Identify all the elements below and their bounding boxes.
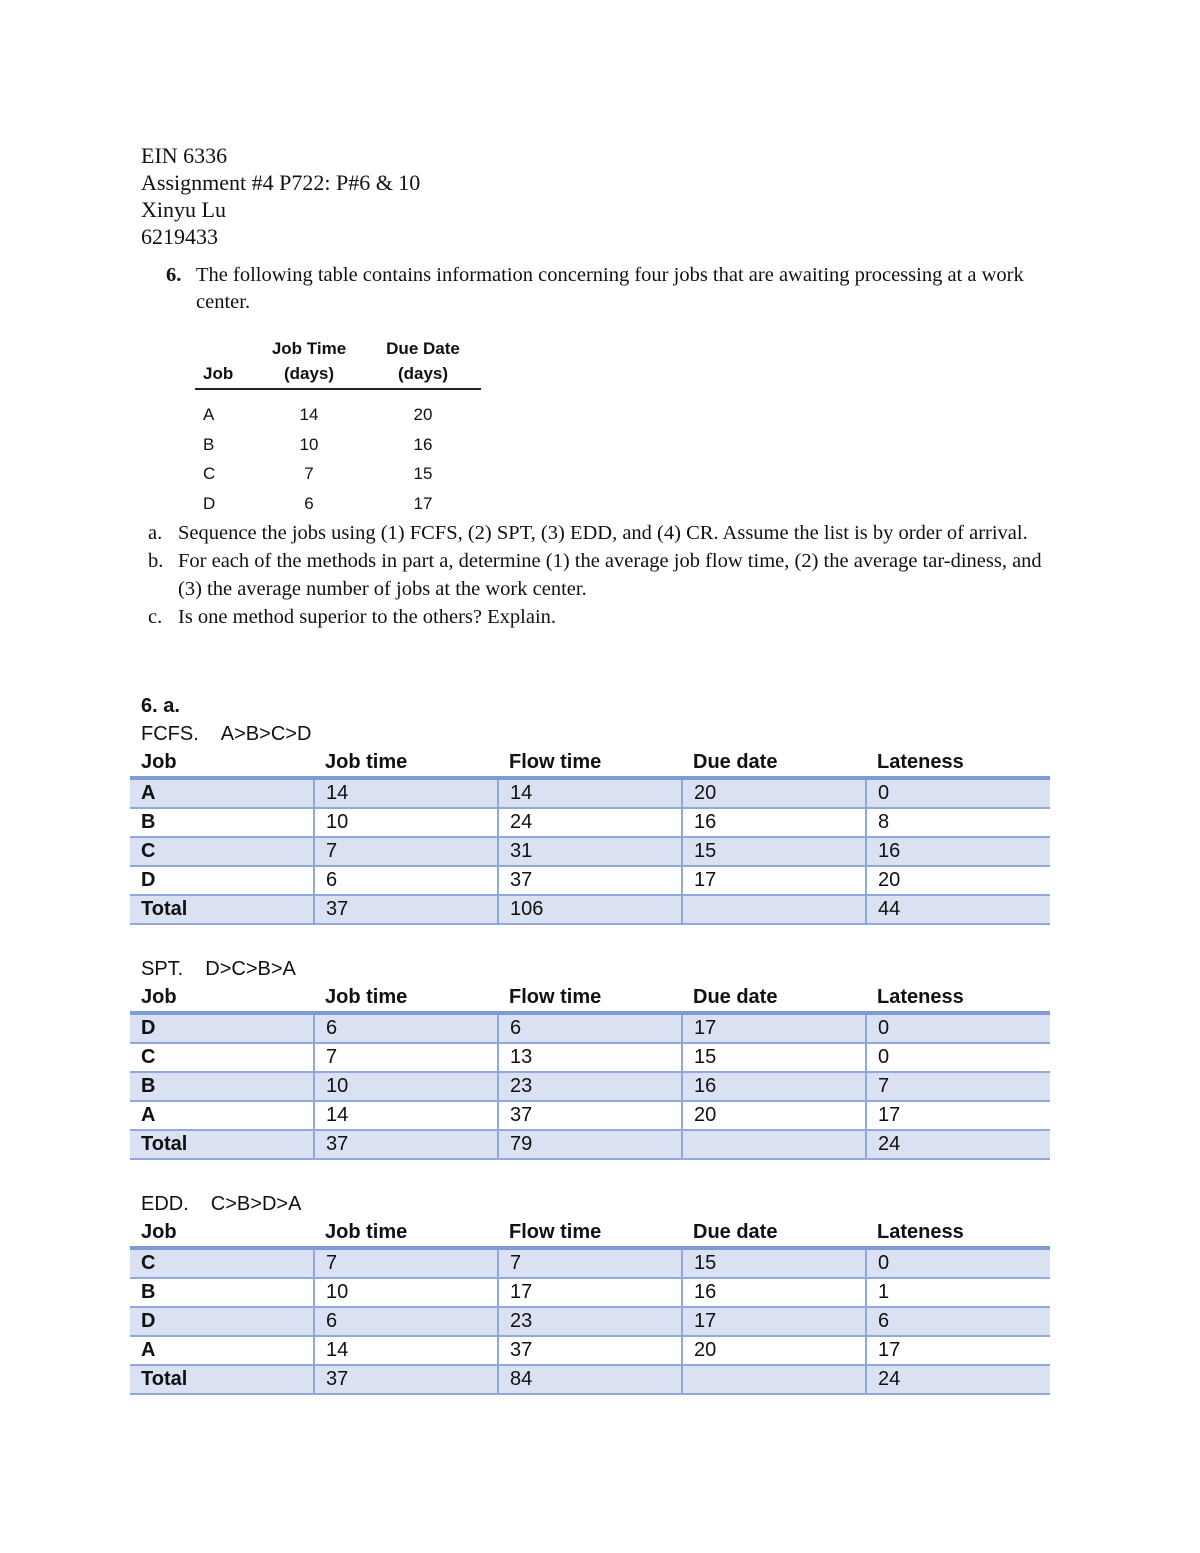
table-row: D 6 37 17 20 [130, 866, 1050, 895]
assignment-title: Assignment #4 P722: P#6 & 10 [141, 170, 421, 195]
given-row: A 14 20 [203, 405, 433, 424]
schedule-table [130, 748, 1050, 925]
given-row: D 6 17 [203, 493, 433, 513]
method-fcfs [130, 720, 1048, 925]
col-header-job-time: Job time [314, 983, 498, 1013]
given-header-due-date: Due Date (days) [365, 336, 481, 389]
table-row: D 6 6 17 0 [130, 1013, 1050, 1043]
col-header-lateness: Lateness [866, 1218, 1050, 1248]
total-row: Total 37 79 24 [130, 1130, 1050, 1159]
given-row: C 7 15 [203, 464, 433, 483]
part-b: b. For each of the methods in part a, determine (1) the average job flow time, (2) the average tar-diness, and (3) the average number of jobs at the work center. [148, 550, 1042, 600]
given-row: B 10 16 [203, 434, 433, 454]
table-row: C 7 31 15 16 [130, 837, 1050, 866]
total-row: Total 37 84 24 [130, 1365, 1050, 1394]
table-row: C 7 13 15 0 [130, 1043, 1050, 1072]
method-edd [130, 1190, 1048, 1395]
total-row: Total 37 106 44 [130, 895, 1050, 924]
problem-stem: The following table contains information concerning four jobs that are awaiting processing at a work center. [196, 264, 1024, 313]
col-header-job: Job [130, 748, 314, 778]
part-c: c. Is one method superior to the others? Explain. [148, 606, 557, 628]
given-header-job: Job [195, 336, 253, 389]
method-title: FCFS. A>B>C>D [141, 723, 312, 745]
given-jobs-table [195, 336, 481, 518]
col-header-flow-time: Flow time [498, 983, 682, 1013]
answer-heading: 6. a. [141, 695, 180, 717]
col-header-due-date: Due date [682, 1218, 866, 1248]
table-row: B 10 24 16 8 [130, 808, 1050, 837]
col-header-lateness: Lateness [866, 748, 1050, 778]
table-row: B 10 23 16 7 [130, 1072, 1050, 1101]
table-row: D 6 23 17 6 [130, 1307, 1050, 1336]
col-header-flow-time: Flow time [498, 1218, 682, 1248]
student-id: 6219433 [141, 224, 218, 249]
part-a: a. Sequence the jobs using (1) FCFS, (2) SPT, (3) EDD, and (4) CR. Assume the list is by order of arrival. [148, 522, 1028, 544]
method-title: EDD. C>B>D>A [141, 1193, 302, 1215]
course-code: EIN 6336 [141, 143, 228, 168]
col-header-flow-time: Flow time [498, 748, 682, 778]
col-header-job: Job [130, 1218, 314, 1248]
col-header-due-date: Due date [682, 983, 866, 1013]
col-header-job-time: Job time [314, 748, 498, 778]
document-header [141, 142, 420, 250]
problem-statement [166, 262, 1056, 316]
col-header-job-time: Job time [314, 1218, 498, 1248]
schedule-table [130, 1218, 1050, 1395]
schedule-table [130, 983, 1050, 1160]
table-row: A 14 14 20 0 [130, 778, 1050, 808]
table-row: B 10 17 16 1 [130, 1278, 1050, 1307]
table-row: A 14 37 20 17 [130, 1101, 1050, 1130]
method-title: SPT. D>C>B>A [141, 958, 296, 980]
col-header-due-date: Due date [682, 748, 866, 778]
col-header-lateness: Lateness [866, 983, 1050, 1013]
table-row: C 7 7 15 0 [130, 1248, 1050, 1278]
student-name: Xinyu Lu [141, 197, 226, 222]
problem-number: 6. [166, 264, 182, 286]
method-spt [130, 955, 1048, 1160]
given-header-job-time: Job Time (days) [253, 336, 365, 389]
table-row: A 14 37 20 17 [130, 1336, 1050, 1365]
col-header-job: Job [130, 983, 314, 1013]
problem-parts [148, 519, 1048, 631]
